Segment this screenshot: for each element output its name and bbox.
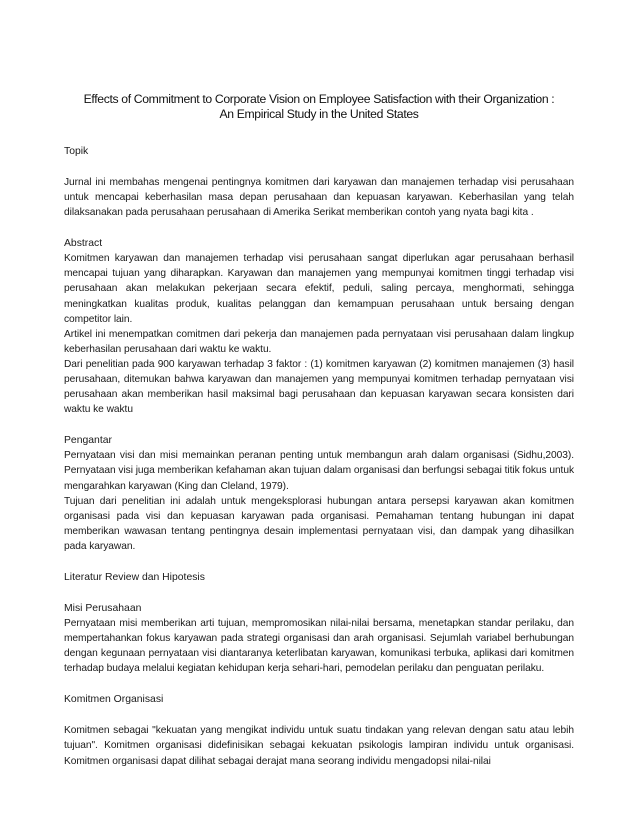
document-page [64, 92, 574, 769]
komitmen-organisasi-heading: Komitmen Organisasi [64, 694, 164, 706]
pengantar-paragraph-2: Tujuan dari penelitian ini adalah untuk mengeksplorasi hubungan antara persepsi karyawan akan komitmen organisasi pada visi dan kepuasan karyawan pada organisasi. Pemahaman tentang hubungan ini dapat memberikan wawasan tentang pentingnya desain implementasi pernyataan visi, dan dampak yang dihasilkan pada karyawan. [64, 495, 574, 552]
misi-perusahaan-heading: Misi Perusahaan [64, 602, 142, 614]
topik-heading: Topik [64, 146, 89, 157]
topik-paragraph: Jurnal ini membahas mengenai pentingnya komitmen dari karyawan dan manajemen terhadap visi perusahaan untuk mencapai keberhasilan masa depan perusahaan dan kepuasan karyawan. Keberhasilan yang telah dilaksanakan pada perusahaan perusahaan di Amerika Serikat memberikan contoh yang nyata bagi kita . [64, 177, 574, 219]
title-line-2: An Empirical Study in the United States [219, 107, 419, 121]
pengantar-paragraph-1: Pernyataan visi dan misi memainkan peranan penting untuk membangun arah dalam organisasi (Sidhu,2003). Pernyataan visi juga memberikan kefahaman akan tujuan dalam organisasi dan berfungsi sebagai titik fokus untuk mengarahkan karyawan (King dan Cleland, 1979). [64, 450, 574, 492]
misi-perusahaan-paragraph: Pernyataan misi memberikan arti tujuan, mempromosikan nilai-nilai bersama, menetapkan standar perilaku, dan mempertahankan fokus karyawan pada strategi organisasi dan arah organisasi. Sejumlah variabel berhubungan dengan kegunaan pernyataan visi diantaranya keterlibatan karyawan, komunikasi terbuka, aplikasi dari komitmen terhadap budaya melalui kegiatan kehidupan kerja sehari-hari, pemodelan perilaku dan penguatan perilaku. [64, 617, 574, 675]
document-title [64, 92, 574, 122]
abstract-paragraph-1: Komitmen karyawan dan manajemen terhadap visi perusahaan sangat diperlukan agar perusahaan berhasil mencapai tujuan yang diharapkan. Karyawan dan manajemen yang mempunyai komitmen tinggi terhadap visi perusahaan akan melakukan pekerjaan secara efektif, peduli, saling percaya, menghormati, sehingga meningkatkan kualitas produk, kualitas pelanggan dan kemampuan perusahaan untuk bersaing dengan competitor lain. [64, 253, 574, 325]
title-line-1: Effects of Commitment to Corporate Vision on Employee Satisfaction with their Organization : [83, 92, 555, 106]
abstract-paragraph-3: Dari penelitian pada 900 karyawan terhadap 3 faktor : (1) komitmen karyawan (2) komitmen manajemen (3) hasil perusahaan, ditemukan bahwa karyawan dan manajemen yang mempunyai komitmen terhadap pernyataan visi perusahaan akan memberikan hasil maksimal bagi perusahaan dan kepuasan karyawan secara konsisten dari waktu ke waktu [64, 358, 574, 416]
komitmen-organisasi-paragraph: Komitmen sebagai "kekuatan yang mengikat individu untuk suatu tindakan yang relevan dengan satu atau lebih tujuan". Komitmen organisasi didefinisikan sebagai kekuatan psikologis lampiran individu untuk organisasi. Komitmen organisasi dapat dilihat sebagai derajat mana seorang individu mengadopsi nilai-nilai [64, 725, 574, 767]
literatur-review-heading: Literatur Review dan Hipotesis [64, 571, 205, 583]
abstract-heading: Abstract [64, 238, 103, 250]
abstract-paragraph-2: Artikel ini menempatkan comitmen dari pekerja dan manajemen pada pernyataan visi perusahaan dalam lingkup keberhasilan perusahaan dari waktu ke waktu. [64, 328, 574, 355]
pengantar-heading: Pengantar [64, 435, 112, 447]
